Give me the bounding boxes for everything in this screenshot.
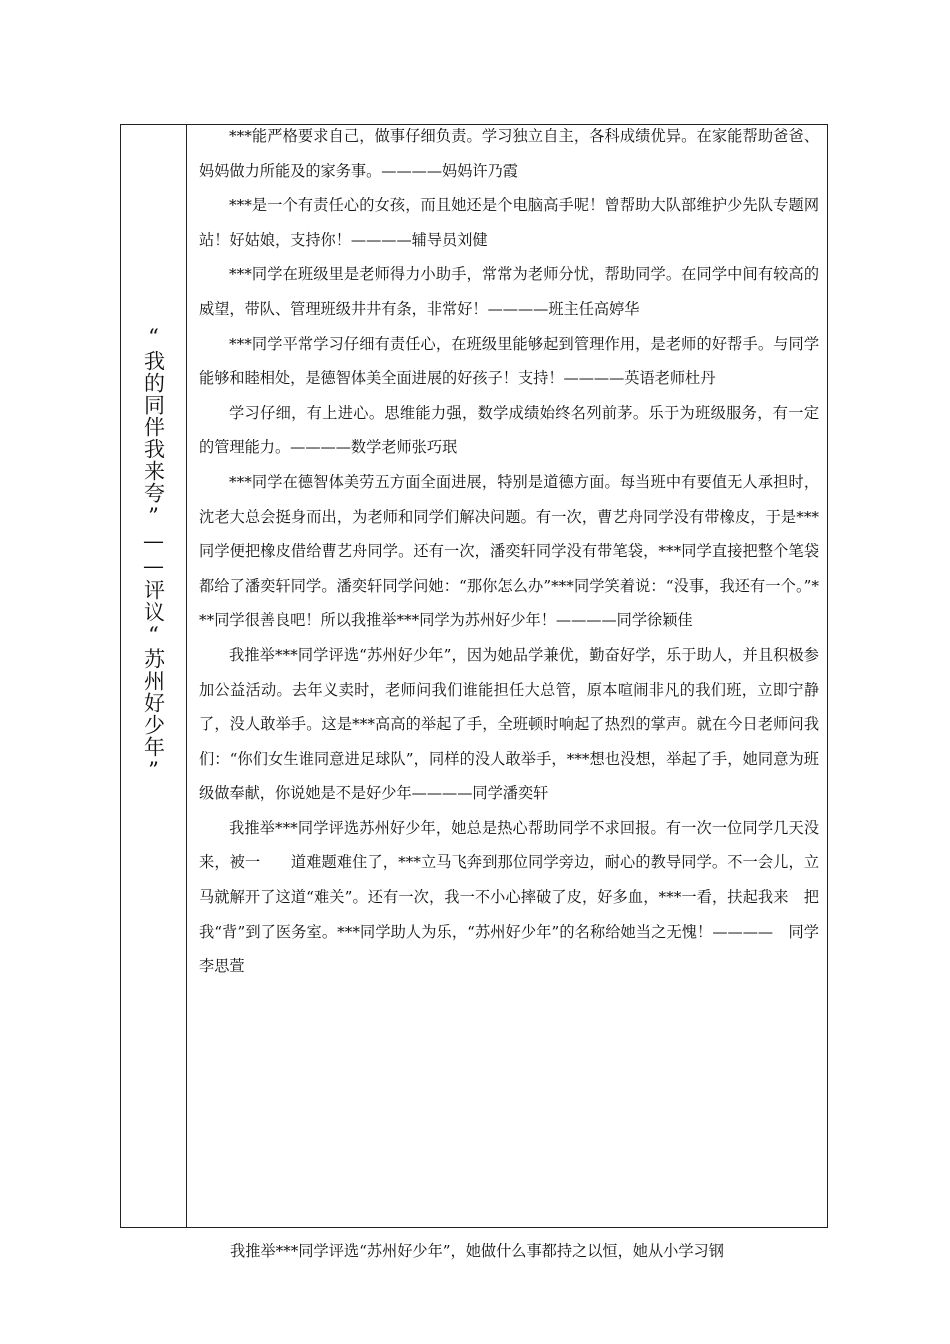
section-label: “我的同伴我来夸”——评议“苏州好少年” bbox=[141, 325, 166, 783]
section-label-cell bbox=[121, 125, 187, 1227]
comments-cell bbox=[187, 125, 827, 1227]
comment-classmate-pan: 我推举***同学评选“苏州好少年”，因为她品学兼优，勤奋好学，乐于助人，并且积极参加公益活动。去年义卖时，老师问我们谁能担任大总管，原本喧闹非凡的我们班，立即宁静了，没人敢举手。这是***高高的举起了手，全班顿时响起了热烈的掌声。就在今日老师问我们：“你们女生谁同意进足球队”，同样的没人敢举手，***想也没想，举起了手，她同意为班级做奉献，你说她是不是好少年————同学潘奕轩 bbox=[199, 645, 819, 803]
comment-counselor: ***是一个有责任心的女孩，而且她还是个电脑高手呢！曾帮助大队部维护少先队专题网站！好姑娘，支持你！————辅导员刘健 bbox=[199, 196, 819, 249]
evaluation-table bbox=[120, 124, 828, 1228]
comment-english-teacher: ***同学平常学习仔细有责任心，在班级里能够起到管理作用，是老师的好帮手。与同学能够和睦相处，是德智体美全面进展的好孩子！支持！————英语老师杜丹 bbox=[199, 334, 819, 388]
comment-math-teacher: 学习仔细，有上进心。思维能力强，数学成绩始终名列前茅。乐于为班级服务，有一定的管理能力。————数学老师张巧珉 bbox=[199, 403, 819, 457]
comment-classmate-li: 我推举***同学评选苏州好少年，她总是热心帮助同学不求回报。有一次一位同学几天没来，被一 道难题难住了，***立马飞奔到那位同学旁边，耐心的教导同学。不一会儿，立马就解开了这道“难关”。还有一次，我一不小心摔破了皮，好多血，***一看，扶起我来 把我“背”到了医务室。***同学助人为乐，“苏州好少年”的名称给她当之无愧！———— 同学李思萱 bbox=[199, 818, 819, 976]
continuation-paragraph: 我推举***同学评选“苏州好少年”，她做什么事都持之以恒，她从小学习钢 bbox=[230, 1242, 724, 1260]
comment-head-teacher: ***同学在班级里是老师得力小助手，常常为老师分忧，帮助同学。在同学中间有较高的威望，带队、管理班级井井有条，非常好！————班主任高婷华 bbox=[199, 265, 819, 318]
comment-mother: ***能严格要求自己，做事仔细负责。学习独立自主，各科成绩优异。在家能帮助爸爸、妈妈做力所能及的家务事。————妈妈许乃霞 bbox=[199, 127, 819, 180]
comment-classmate-xu: ***同学在德智体美劳五方面全面进展，特别是道德方面。每当班中有要值无人承担时，沈老大总会挺身而出，为老师和同学们解决问题。有一次，曹艺舟同学没有带橡皮，于是***同学便把橡皮借给曹艺舟同学。还有一次，潘奕轩同学没有带笔袋，***同学直接把整个笔袋都给了潘奕轩同学。潘奕轩同学问她：“那你怎么办”***同学笑着说：“没事，我还有一个。”***同学很善良吧！所以我推举***同学为苏州好少年！————同学徐颖佳 bbox=[199, 472, 819, 630]
